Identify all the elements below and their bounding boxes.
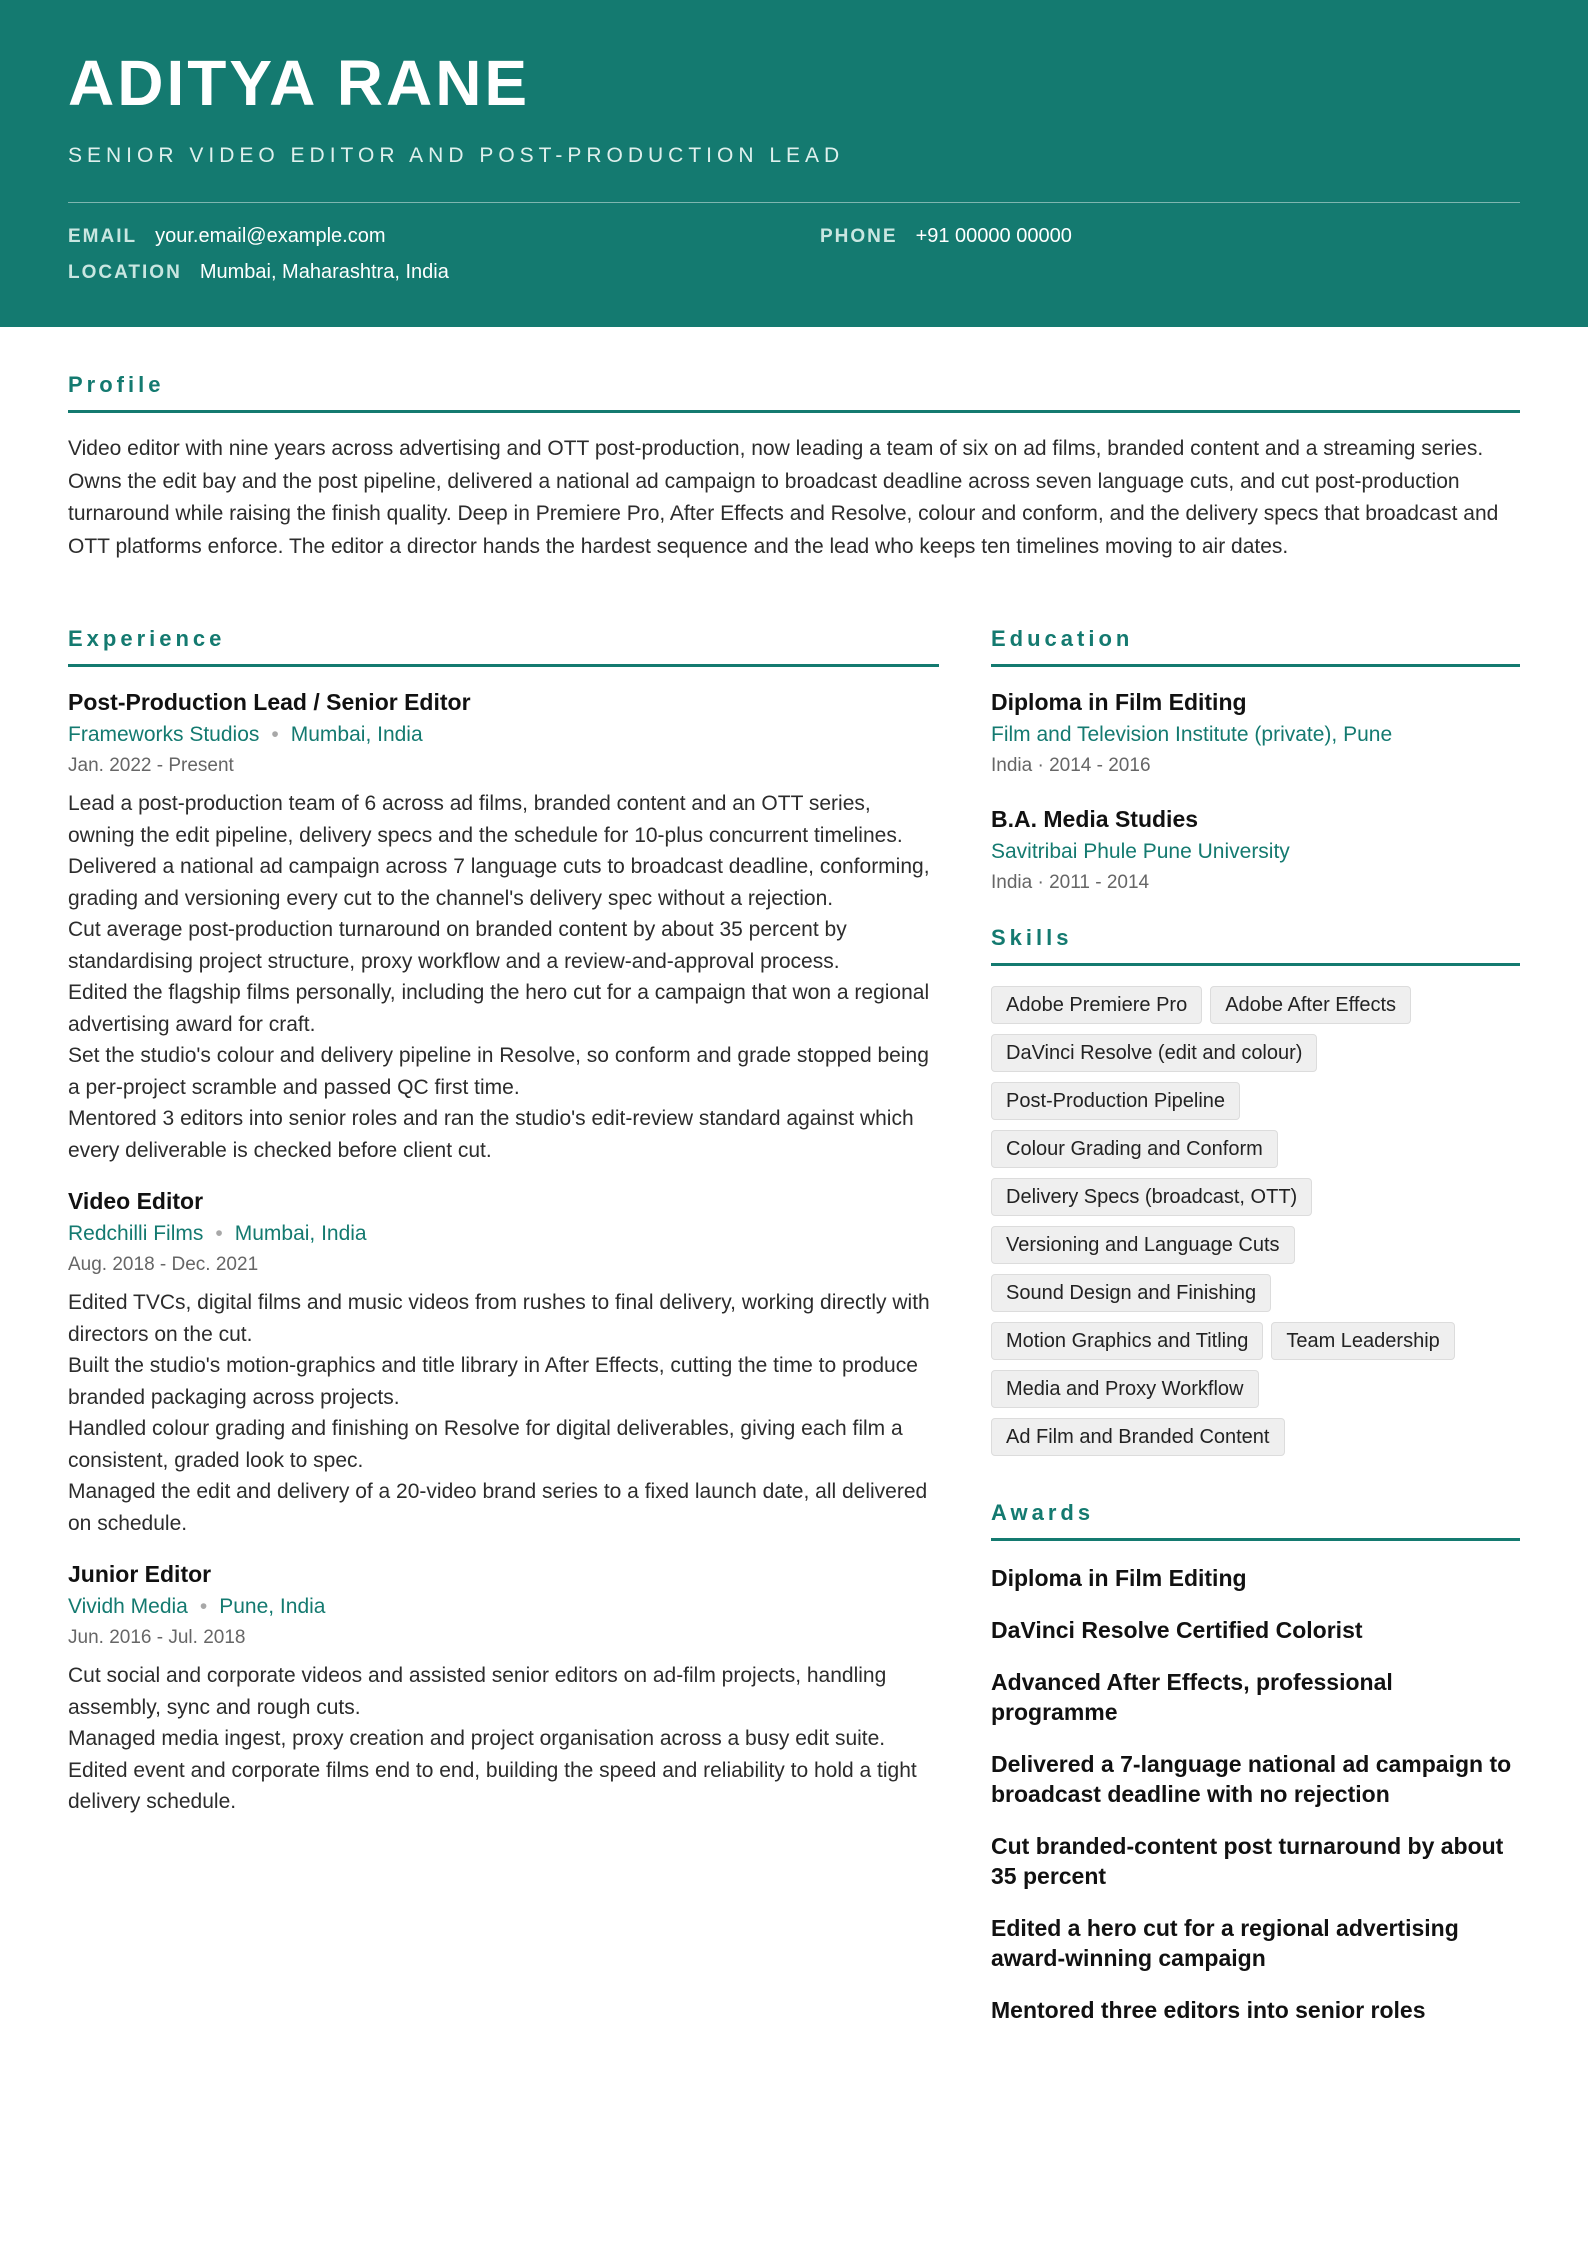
job-bullets <box>68 1287 939 1539</box>
award-item: Cut branded-content post turnaround by about 35 percent <box>991 1833 1504 1889</box>
education-list <box>991 687 1520 897</box>
skills-heading: Skills <box>991 925 1520 966</box>
separator-dot-icon: • <box>271 723 279 746</box>
skill-chip: Media and Proxy Workflow <box>991 1370 1259 1408</box>
skills-list <box>991 986 1520 1456</box>
award-item: Delivered a 7-language national ad campaign to broadcast deadline with no rejection <box>991 1751 1512 1807</box>
experience-heading: Experience <box>68 626 939 667</box>
job-bullet: Managed media ingest, proxy creation and project organisation across a busy edit suite. <box>68 1727 886 1750</box>
education-entry <box>991 804 1520 897</box>
skill-chip: Post-Production Pipeline <box>991 1082 1240 1120</box>
email-label: EMAIL <box>68 226 138 247</box>
job-bullets <box>68 1660 939 1818</box>
candidate-name: ADITYA RANE <box>68 47 531 119</box>
profile-text: Video editor with nine years across advertising and OTT post-production, now leading a team of six on ad films, branded content and a streaming series. Owns the edit bay and the post pipeline, delivered a national ad campaign to broadcast deadline across seven language cuts, and cut post-production turnaround while raising the finish quality. Deep in Premiere Pro, After Effects and Resolve, colour and conform, and the delivery specs that broadcast and OTT platforms enforce. The editor a director hands the hardest sequence and the lead who keeps ten timelines moving to air dates. <box>68 437 1499 558</box>
skill-chip: Versioning and Language Cuts <box>991 1226 1295 1264</box>
job-bullet: Edited the flagship films personally, including the hero cut for a campaign that won a regional advertising award for craft. <box>68 981 930 1036</box>
skill-chip: Team Leadership <box>1271 1322 1454 1360</box>
separator-dot-icon: • <box>215 1222 223 1245</box>
job-title: Video Editor <box>68 1188 204 1214</box>
contact-phone <box>820 225 1072 248</box>
job-location: Mumbai, India <box>290 723 423 746</box>
separator-dot-icon: • <box>199 1595 208 1618</box>
location-label: LOCATION <box>68 262 182 283</box>
awards-section <box>991 1500 1520 2025</box>
job-entry <box>68 1186 939 1539</box>
education-entry <box>991 687 1520 780</box>
job-dates: Jan. 2022 - Present <box>68 755 234 776</box>
job-bullet: Built the studio's motion-graphics and title library in After Effects, cutting the time to produce branded packaging across projects. <box>68 1354 918 1409</box>
profile-heading: Profile <box>68 372 1520 413</box>
phone-value[interactable]: +91 00000 00000 <box>915 225 1072 247</box>
job-location: Mumbai, India <box>234 1222 367 1245</box>
education-meta: India · 2011 - 2014 <box>991 872 1150 893</box>
education-institution: Film and Television Institute (private), Pune <box>991 723 1393 746</box>
job-location: Pune, India <box>219 1595 326 1618</box>
job-dates: Aug. 2018 - Dec. 2021 <box>68 1254 259 1275</box>
job-bullet: Delivered a national ad campaign across 7 language cuts to broadcast deadline, conforming, grading and versioning every cut to the channel's delivery spec without a rejection. <box>68 855 930 910</box>
job-bullets <box>68 788 939 1166</box>
experience-section <box>68 626 939 1818</box>
contact-email <box>68 225 386 248</box>
job-title: Post-Production Lead / Senior Editor <box>68 689 471 715</box>
job-title: Junior Editor <box>68 1561 212 1587</box>
job-meta <box>68 1219 939 1249</box>
award-item: Advanced After Effects, professional programme <box>991 1669 1393 1725</box>
job-bullet: Managed the edit and delivery of a 20-video brand series to a fixed launch date, all delivered on schedule. <box>68 1480 928 1535</box>
job-bullet: Edited TVCs, digital films and music videos from rushes to final delivery, working directly with directors on the cut. <box>68 1291 930 1346</box>
award-item: Edited a hero cut for a regional advertising award-winning campaign <box>991 1915 1459 1971</box>
award-item: DaVinci Resolve Certified Colorist <box>991 1617 1363 1643</box>
candidate-title: SENIOR VIDEO EDITOR AND POST-PRODUCTION LEAD <box>68 144 845 167</box>
job-bullet: Cut social and corporate videos and assisted senior editors on ad-film projects, handling assembly, sync and rough cuts. <box>68 1664 887 1719</box>
skill-chip: Motion Graphics and Titling <box>991 1322 1263 1360</box>
job-bullet: Lead a post-production team of 6 across ad films, branded content and an OTT series, owning the edit pipeline, delivery specs and the schedule for 10-plus concurrent timelines. <box>68 792 903 847</box>
phone-label: PHONE <box>820 226 898 247</box>
job-bullet: Handled colour grading and finishing on Resolve for digital deliverables, giving each film a consistent, graded look to spec. <box>68 1417 903 1472</box>
awards-list <box>991 1563 1520 2025</box>
sidebar-column <box>991 626 1520 2025</box>
skill-chip: Colour Grading and Conform <box>991 1130 1278 1168</box>
header-divider <box>68 202 1520 203</box>
contact-block <box>68 225 1520 305</box>
education-degree: B.A. Media Studies <box>991 806 1199 832</box>
job-company: Vividh Media <box>68 1595 188 1618</box>
job-bullet: Cut average post-production turnaround on branded content by about 35 percent by standardising project structure, proxy workflow and a review-and-approval process. <box>68 918 847 973</box>
job-bullet: Set the studio's colour and delivery pipeline in Resolve, so conform and grade stopped being a per-project scramble and passed QC first time. <box>68 1044 929 1099</box>
job-meta <box>68 1592 939 1622</box>
skill-chip: DaVinci Resolve (edit and colour) <box>991 1034 1317 1072</box>
skills-section <box>991 925 1520 1456</box>
job-dates: Jun. 2016 - Jul. 2018 <box>68 1627 246 1648</box>
contact-location <box>68 261 449 284</box>
education-institution: Savitribai Phule Pune University <box>991 840 1290 863</box>
resume-header <box>0 0 1588 327</box>
email-value[interactable]: your.email@example.com <box>155 225 386 247</box>
skill-chip: Adobe After Effects <box>1210 986 1411 1024</box>
job-entry <box>68 687 939 1166</box>
job-bullet: Mentored 3 editors into senior roles and ran the studio's edit-review standard against which every deliverable is checked before client cut. <box>68 1107 914 1162</box>
awards-heading: Awards <box>991 1500 1520 1541</box>
skill-chip: Sound Design and Finishing <box>991 1274 1271 1312</box>
job-bullet: Edited event and corporate films end to end, building the speed and reliability to hold a tight delivery schedule. <box>68 1758 917 1813</box>
job-company: Frameworks Studios <box>68 723 260 746</box>
job-entry <box>68 1559 939 1818</box>
award-item: Mentored three editors into senior roles <box>991 1997 1426 2023</box>
education-meta: India · 2014 - 2016 <box>991 755 1151 776</box>
job-company: Redchilli Films <box>68 1222 204 1245</box>
skill-chip: Delivery Specs (broadcast, OTT) <box>991 1178 1312 1216</box>
award-item: Diploma in Film Editing <box>991 1565 1247 1591</box>
education-degree: Diploma in Film Editing <box>991 689 1247 715</box>
education-heading: Education <box>991 626 1520 667</box>
skill-chip: Ad Film and Branded Content <box>991 1418 1285 1456</box>
location-value: Mumbai, Maharashtra, India <box>199 261 449 283</box>
skill-chip: Adobe Premiere Pro <box>991 986 1202 1024</box>
education-section <box>991 626 1520 897</box>
profile-section <box>68 372 1520 563</box>
job-meta <box>68 720 939 750</box>
job-list <box>68 687 939 1818</box>
